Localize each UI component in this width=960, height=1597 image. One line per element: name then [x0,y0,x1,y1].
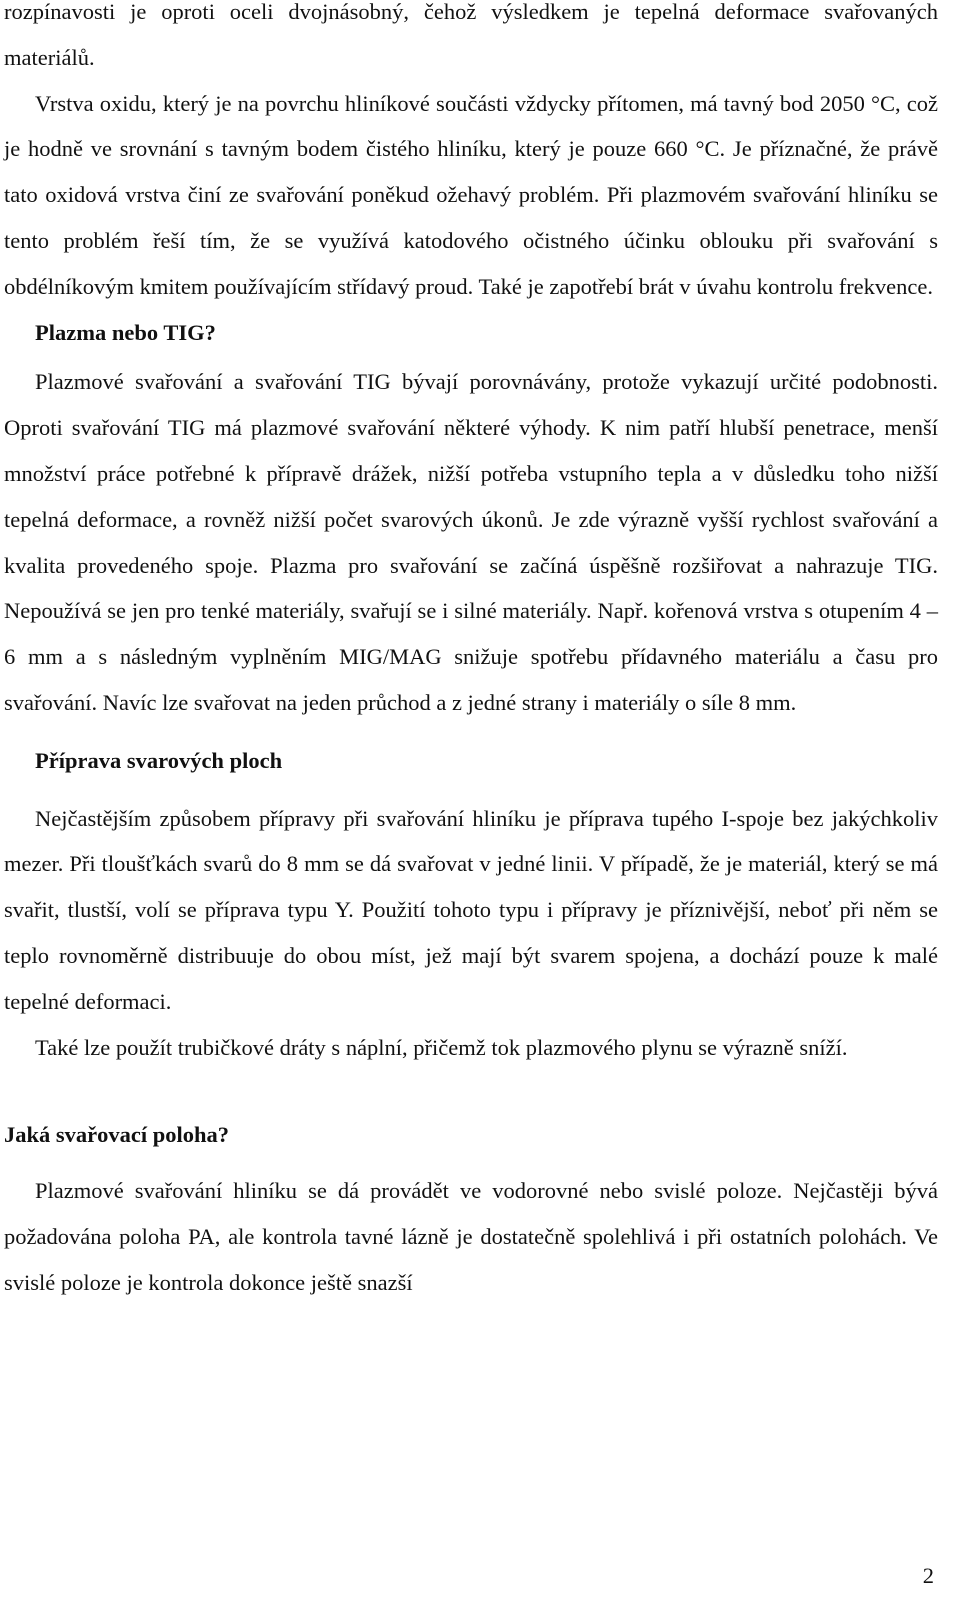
paragraph-plasma-vs-tig: Plazmové svařování a svařování TIG bývají porovnávány, protože vykazují určité podobnosti. Oproti svařování TIG má plazmové svařování některé výhody. K nim patří hlubší penetrace, menší množství práce potřebné k přípravě drážek, nižší potřeba vstupního tepla a v důsledku toho nižší tepelná deformace, a rovněž nižší počet svarových úkonů. Je zde výrazně vyšší rychlost svařování a kvalita provedeného spoje. Plazma pro svařování se začíná úspěšně rozšiřovat a nahrazuje TIG. Nepoužívá se jen pro tenké materiály, svařují se i silné materiály. Např. kořenová vrstva s otupením 4 – 6 mm a s následným vyplněním MIG/MAG snižuje spotřebu přídavného materiálu a času pro svařování. Navíc lze svařovat na jeden průchod a z jedné strany i materiály o síle 8 mm. [4,369,938,715]
page-number: 2 [922,1563,934,1588]
document-page [4,0,938,1306]
paragraph-continuation: rozpínavosti je oproti oceli dvojnásobný, čehož výsledkem je tepelná deformace svařovaných materiálů. [4,0,938,70]
heading-plasma-or-tig: Plazma nebo TIG? [35,319,216,345]
heading-surface-preparation: Příprava svarových ploch [35,747,283,773]
paragraph-cored-wires: Také lze použít trubičkové dráty s náplní, přičemž tok plazmového plynu se výrazně sníží. [35,1034,848,1060]
paragraph-welding-position: Plazmové svařování hliníku se dá provádět ve vodorovné nebo svislé poloze. Nejčastěji bývá požadována poloha PA, ale kontrola tavné lázně je dostatečně spolehlivá i při ostatních polohách. Ve svislé poloze je kontrola dokonce ještě snazší [4,1178,938,1295]
paragraph-joint-preparation: Nejčastějším způsobem přípravy při svařování hliníku je příprava tupého I-spoje bez jakýchkoliv mezer. Při tloušťkách svarů do 8 mm se dá svařovat v jedné linii. V případě, že je materiál, který se má svařit, tlustší, volí se příprava typu Y. Použití tohoto typu i přípravy je příznivější, neboť při něm se teplo rovnoměrně distribuuje do obou míst, jež mají být svarem spojena, a dochází pouze k malé tepelné deformaci. [4,805,938,1014]
paragraph-oxide-layer: Vrstva oxidu, který je na povrchu hliníkové součásti vždycky přítomen, má tavný bod 2050 °C, což je hodně ve srovnání s tavným bodem čistého hliníku, který je pouze 660 °C. Je příznačné, že právě tato oxidová vrstva činí ze svařování poněkud ožehavý problém. Při plazmovém svařování hliníku se tento problém řeší tím, že se využívá katodového očistného účinku oblouku při svařování s obdélníkovým kmitem používajícím střídavý proud. Také je zapotřebí brát v úvahu kontrolu frekvence. [4,90,938,299]
heading-welding-position: Jaká svařovací poloha? [4,1122,230,1148]
